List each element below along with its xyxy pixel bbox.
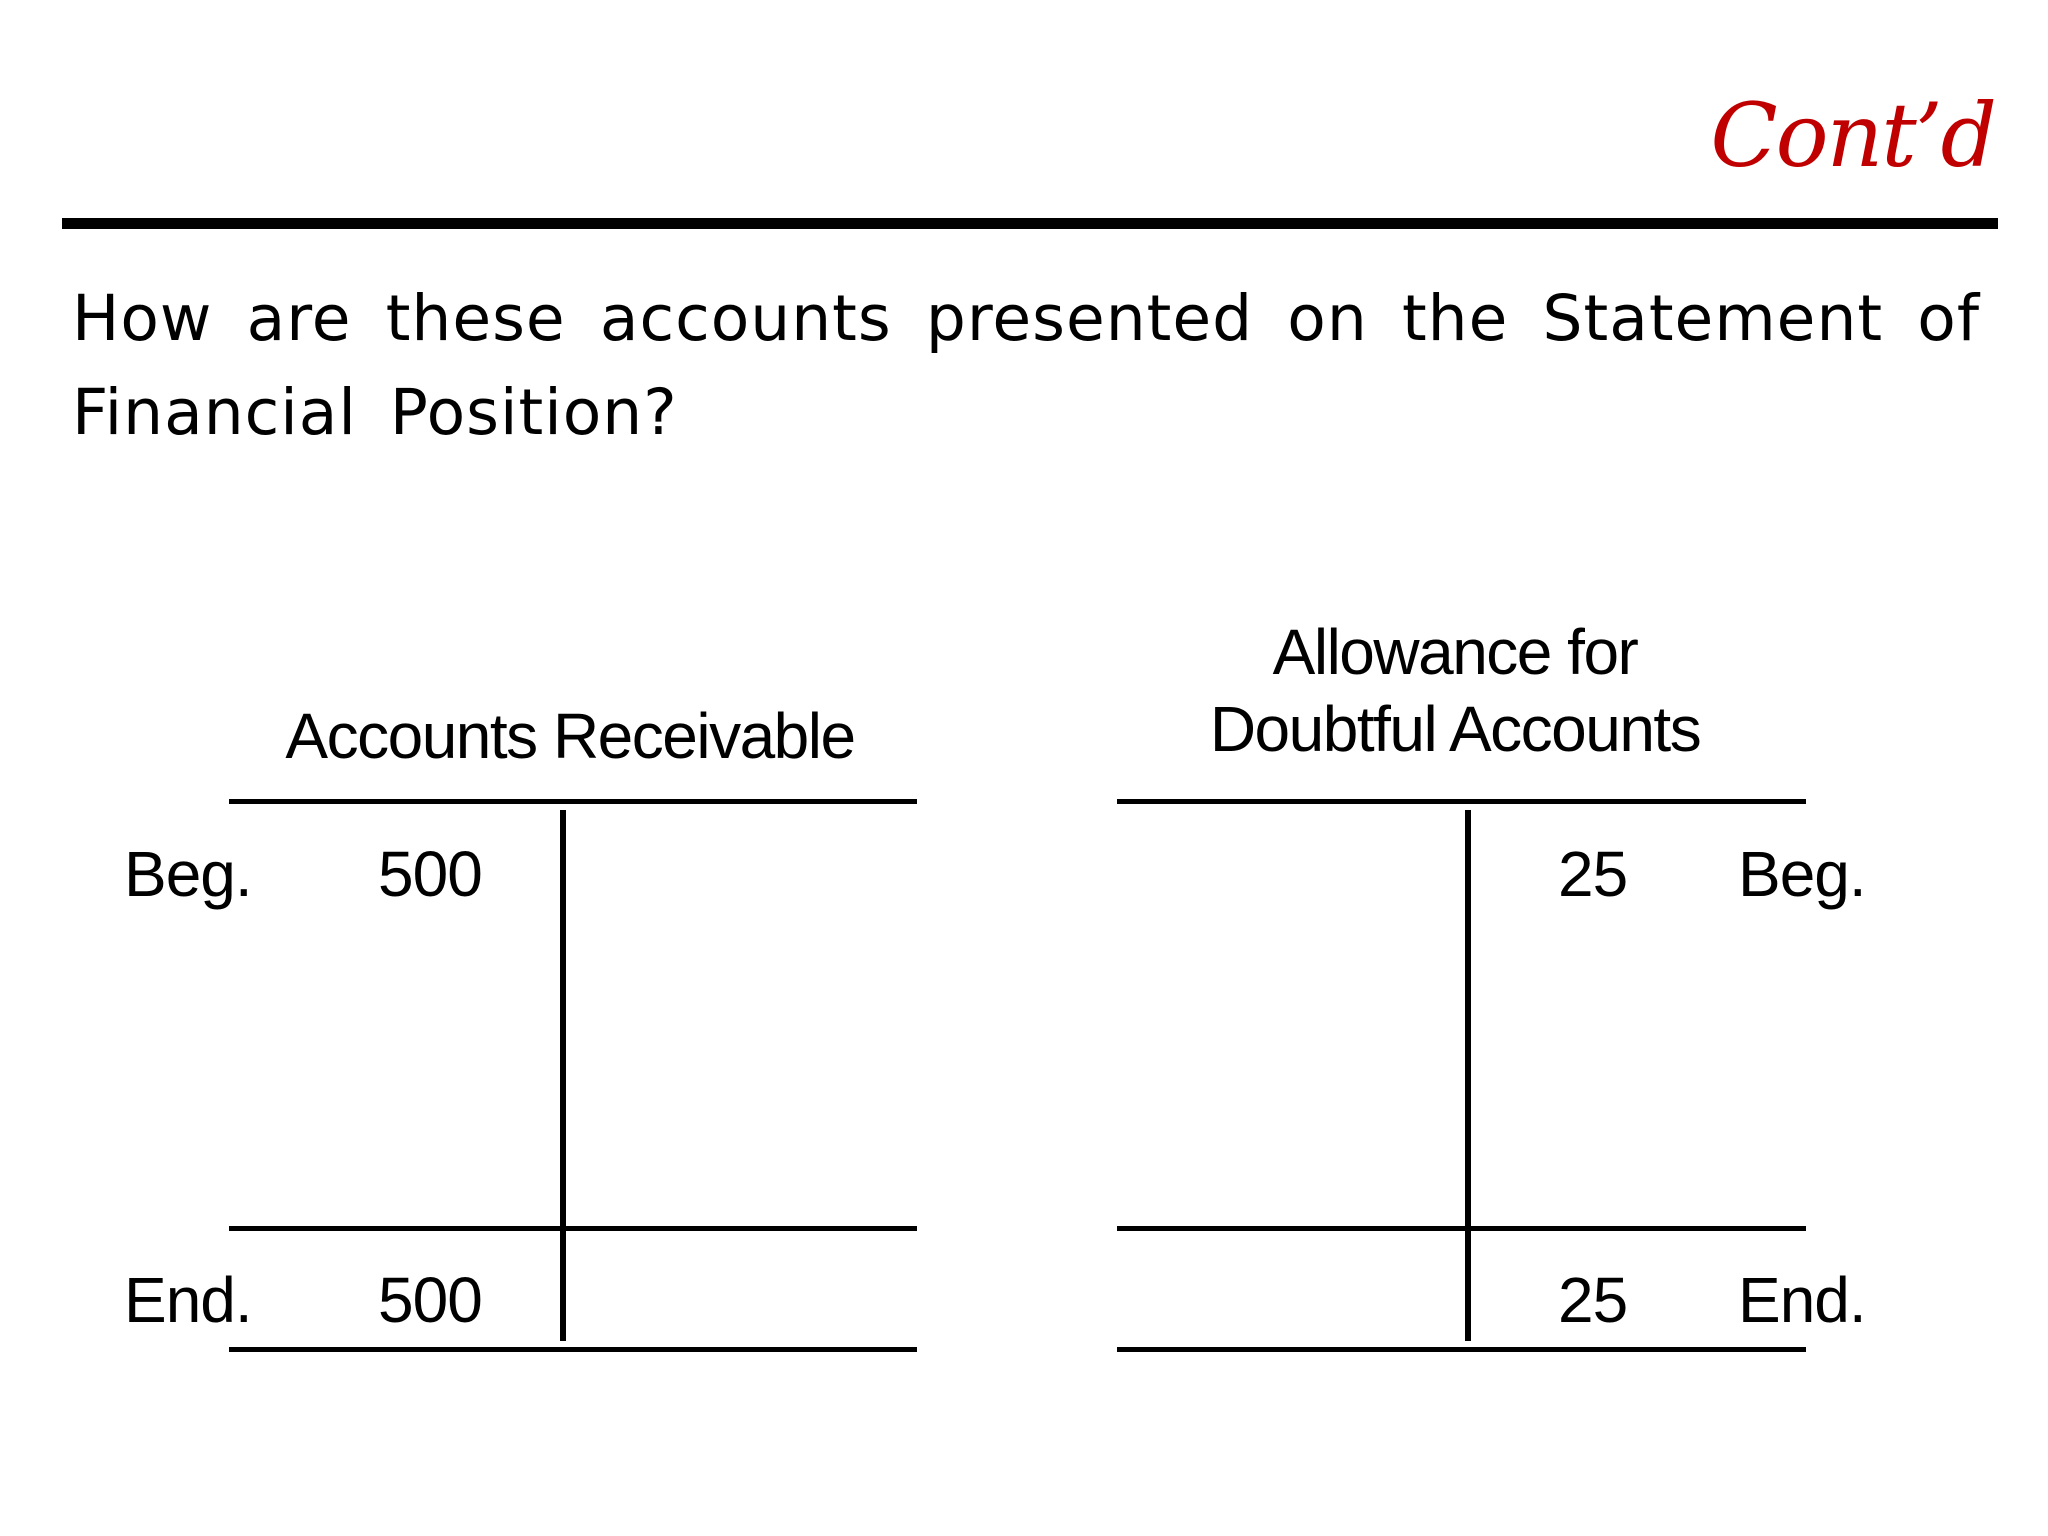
contd-heading: Cont’d <box>1710 84 1995 187</box>
ar-top-rule <box>229 799 917 804</box>
allowance-beg-label: Beg. <box>1738 838 1866 910</box>
accounts-receivable-title: Accounts Receivable <box>285 700 855 772</box>
ar-beg-value: 500 <box>378 838 482 910</box>
allowance-bottom-rule <box>1117 1347 1806 1352</box>
ar-bottom-rule <box>229 1347 917 1352</box>
allowance-title-line1: Allowance for <box>1272 616 1638 688</box>
allowance-beg-value: 25 <box>1558 838 1628 910</box>
ar-balance-rule <box>229 1226 917 1231</box>
allowance-end-value: 25 <box>1558 1264 1628 1336</box>
allowance-end-label: End. <box>1738 1264 1866 1336</box>
ar-beg-label: Beg. <box>124 838 252 910</box>
ar-center-line <box>560 810 566 1341</box>
ar-end-value: 500 <box>378 1264 482 1336</box>
allowance-balance-rule <box>1117 1226 1806 1231</box>
question-text: How are these accounts presented on the Statement of Financial Position? <box>72 282 1980 449</box>
header-divider <box>62 218 1998 229</box>
allowance-center-line <box>1465 810 1471 1341</box>
allowance-title-line2: Doubtful Accounts <box>1209 693 1701 765</box>
ar-end-label: End. <box>124 1264 252 1336</box>
allowance-top-rule <box>1117 799 1806 804</box>
